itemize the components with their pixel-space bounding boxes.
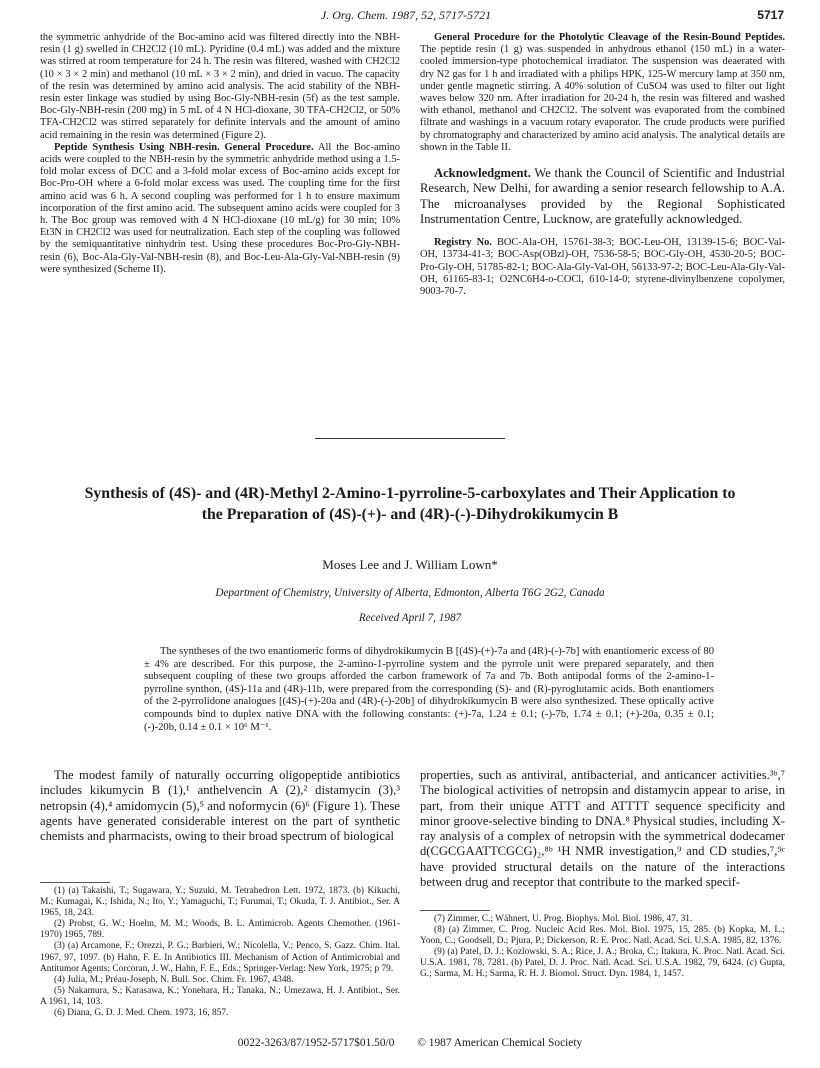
article-title: Synthesis of (4S)- and (4R)-Methyl 2-Amino-1-pyrroline-5-carboxylates and Their Application to the Preparation of (4S)-(+)- and (4R)-(-)-Dihydrokikumycin B	[84, 485, 736, 523]
registry-text: BOC-Ala-OH, 15761-38-3; BOC-Leu-OH, 13139-15-6; BOC-Val-OH, 13734-41-3; BOC-Asp(OBzl)-OH, 7536-58-5; BOC-Gly-OH, 4530-20-5; BOC-Pro-Gly-OH, 51785-82-1; BOC-Ala-Gly-Val-OH, 56133-97-2; BOC-Leu-Ala-Gly-Val-OH, 61165-83-1; O2NC6H4-o-COCl, 610-14-0; styrene-divinylbenzene copolymer, 9003-70-7.	[420, 237, 785, 298]
photolytic-cleavage-text: The peptide resin (1 g) was suspended in anhydrous ethanol (150 mL) in a water-cooled immersion-type photochemical irradiator. The suspension was deaerated with dry N2 gas for 1 h and irradiated with a philips HPK, 125-W mercury lamp at 350 nm, under gentle magnetic stirring. A 40% solution of CuSO4 was used to filter out light waves below 320 nm. After irradiation for 20-24 h, the resin was filtered and washed with ethanol, methanol and CH2Cl2. The solvent was evaporated from the combined filtrate and washings in a vacuum rotary evaporator. The crude products were purified by chromatography and characterized by amino acid analysis. The analytical details are shown in the Table II.	[420, 44, 785, 153]
peptide-synthesis-heading: Peptide Synthesis Using NBH-resin. General Procedure.	[54, 141, 314, 153]
article-code: 0022-3263/87/1952-5717$01.50/0	[237, 1037, 395, 1049]
article-divider	[315, 438, 505, 439]
running-header	[28, 8, 784, 30]
footnotes-right	[420, 914, 785, 981]
article-affiliation: Department of Chemistry, University of Alberta, Edmonton, Alberta T6G 2G2, Canada	[215, 587, 605, 599]
abstract: The syntheses of the two enantiomeric forms of dihydrokikumycin B [(4S)-(+)-7a and (4R)-(-)-7b] with enantiomeric excess of 80 ± 4% are described. For this purpose, the 2-amino-1-pyrroline system and the pyrrole unit were prepared separately, and then subsequent coupling of these two groups afforded the carbon framework of 7a and 7b. Both antipodal forms of the 2-amino-1-pyrroline synthon, (4S)-11a and (4R)-11b, were prepared from the corresponding (S)- and (R)-pyroglutamic acids. Both enantiomers of the 2-pyrrolidone analogues [(4S)-(+)-20a and (4R)-(-)-20b] of dihydrokikumycin B were also synthesized. These optically active compounds bind to duplex native DNA with the following constants: (+)-7a, 1.24 ± 0.1; (-)-7b, 1.74 ± 0.1; (+)-20a, 0.35 ± 0.1; (-)-20b, 0.14 ± 0.1 × 10⁶ M⁻¹.	[144, 646, 714, 733]
footnotes-left	[40, 886, 400, 1019]
copyright: © 1987 American Chemical Society	[417, 1037, 583, 1049]
footnote-rule-right	[420, 910, 490, 911]
footnote-item: (1) (a) Takaishi, T.; Sugawara, Y.; Suzuki, M. Tetrahedron Lett. 1972, 1873. (b) Kikuchi, M.; Kumagai, K.; Ishida, N.; Ito, Y.; Yamaguchi, T.; Furumai, T.; Okuda, T. J. Antibiot., Ser. A 1965, 18, 243.	[40, 886, 400, 919]
page-footer	[0, 1037, 820, 1049]
article-authors: Moses Lee and J. William Lown*	[322, 557, 498, 572]
registry-paragraph	[420, 237, 785, 298]
acknowledgment-paragraph	[420, 166, 785, 227]
peptide-synthesis-paragraph	[40, 142, 400, 276]
intro-left-text: The modest family of naturally occurring oligopeptide antibiotics includes kikumycin B (1),¹ anthelvencin A (2),² distamycin (3),³ netropsin (4),⁴ amidomycin (5),⁵ and noformycin (6)⁶ (Figure 1). These agents have generated considerable interest on the part of synthetic chemists and pharmacists, owing to their broad spectrum of biological	[40, 768, 400, 844]
previous-article-left-column	[40, 32, 400, 276]
page-number: 5717	[757, 8, 784, 22]
footnote-rule-left	[40, 882, 110, 883]
peptide-synthesis-text: All the Boc-amino acids were coupled to the NBH-resin by the symmetric anhydride method using a 1.5-fold molar excess of DCC and a 3-fold molar excess of Boc-amino acids except for Boc-Pro-OH where a 6-fold molar excess was used. The coupling time for the first amino acid was 6 h. A second coupling was performed for 1 h to ensure maximum incorporation of the first amino acid. The subsequent amino acids were coupled for 3 h. The Boc group was removed with 4 N HCl-dioxane (10 mL/g) for 30 min; 10% Et3N in CH2Cl2 was used for neutralization. Each step of the coupling was followed by the semiquantitative ninhydrin test. Using these procedures Boc-Pro-Gly-NBH-resin (6), Boc-Ala-Gly-Val-NBH-resin (8), and Boc-Leu-Ala-Gly-Val-NBH-resin (9) were synthesized (Scheme II).	[40, 141, 400, 275]
footnote-item: (5) Nakamura, S.; Karasawa, K.; Yonehara, H.; Tanaka, N.; Umezawa, H. J. Antibiot., Ser. A 1961, 14, 103.	[40, 985, 400, 1007]
intro-right-text: properties, such as antiviral, antibacterial, and anticancer activities.³ᵇ,⁷ The biological activities of netropsin and distamycin appear to arise, in part, from their unique ATTT and ATTTT sequence specificity and minor groove-selective binding to DNA.⁸ Physical studies, including X-ray analysis of a complex of netropsin with the symmetrical dodecamer d(CGCGAATTCGCG)₂,⁸ᵇ ¹H NMR investigation,⁹ and CD studies,⁷,⁹ᶜ have provided structural details on the nature of the interactions between drug and receptor that contribute to the marked specif-	[420, 768, 785, 890]
footnote-item: (7) Zimmer, C.; Wähnert, U. Prog. Biophys. Mol. Biol. 1986, 47, 31.	[434, 914, 693, 924]
previous-article-right-column	[420, 32, 785, 298]
resin-loading-paragraph: the symmetric anhydride of the Boc-amino acid was filtered directly into the NBH-resin (1 g) swelled in CH2Cl2 (10 mL). Pyridine (0.4 mL) was added and the mixture was stirred at room temperature for 24 h. The resin was filtered, washed with CH2Cl2 (10 × 3 × 2 min) and methanol (10 mL × 3 × 2 min), and dried in vacuo. The capacity of the resin was determined by amino acid analysis. The acid stability of the NBH-resin ester linkage was studied by using Boc-Gly-NBH-resin (5f) as the test sample. Boc-Gly-NBH-resin (200 mg) in 5 mL of 4 N HCl-dioxane, 30 TFA-CH2Cl2, or 50% TFA-CH2Cl2 was stirred separately for definite intervals and the amount of amino acid remaining in the resin was determined (Figure 2).	[40, 32, 400, 141]
acknowledgment-heading: Acknowledgment.	[434, 166, 531, 181]
footnote-item: (8) (a) Zimmer, C. Prog. Nucleic Acid Res. Mol. Biol. 1975, 15, 285. (b) Kopka, M. L.; Yoon, C.; Goodsell, D.; Pjura, P.; Dickerson, R. E. Proc. Natl. Acad. Sci. U.S.A. 1985, 82, 1376.	[420, 925, 785, 947]
photolytic-cleavage-paragraph	[420, 32, 785, 154]
footnote-item: (2) Probst, G. W.; Hoehn, M. M.; Woods, B. L. Antimicrob. Agents Chemother. (1961-1970) 1965, 789.	[40, 919, 400, 941]
acknowledgment-text: We thank the Council of Scientific and Industrial Research, New Delhi, for awarding a senior research fellowship to A.A. The microanalyses provided by the Regional Sophisticated Instrumentation Centre, Lucknow, are gratefully acknowledged.	[420, 166, 785, 226]
received-date: Received April 7, 1987	[358, 612, 462, 624]
footnote-item: (6) Diana, G. D. J. Med. Chem. 1973, 16, 857.	[54, 1008, 229, 1019]
journal-citation: J. Org. Chem. 1987, 52, 5717-5721	[320, 8, 492, 22]
footnote-item: (4) Julia, M.; Préau-Joseph, N. Bull. Soc. Chim. Fr. 1967, 4348.	[54, 974, 294, 985]
footnote-item: (3) (a) Arcamone, F.; Orezzi, P. G.; Barbieri, W.; Nicolella, V.; Penco, S. Gazz. Chim. Ital. 1967, 97, 1097. (b) Hahn, F. E. In Antibiotics III. Mechanism of Action of Antimicrobial and Antitumor Agents; Corcoran, J. W., Hahn, F. E., Eds.; Springer-Verlag: New York, 1975; p 79.	[40, 941, 400, 974]
photolytic-cleavage-heading: General Procedure for the Photolytic Cleavage of the Resin-Bound Peptides.	[434, 32, 785, 43]
footnote-item: (9) (a) Patel, D. J.; Kozlowski, S. A.; Rice, J. A.; Broka, C.; Itakura, K. Proc. Natl. Acad. Sci. U.S.A. 1981, 78, 7281. (b) Patel, D. J. Proc. Natl. Acad. Sci. U.S.A. 1982, 79, 6424. (c) Gupta, G.; Sarma, M. H.; Sarma, R. H. J. Biomol. Struct. Dyn. 1984, 1, 1457.	[420, 947, 785, 980]
registry-heading: Registry No.	[434, 237, 492, 249]
